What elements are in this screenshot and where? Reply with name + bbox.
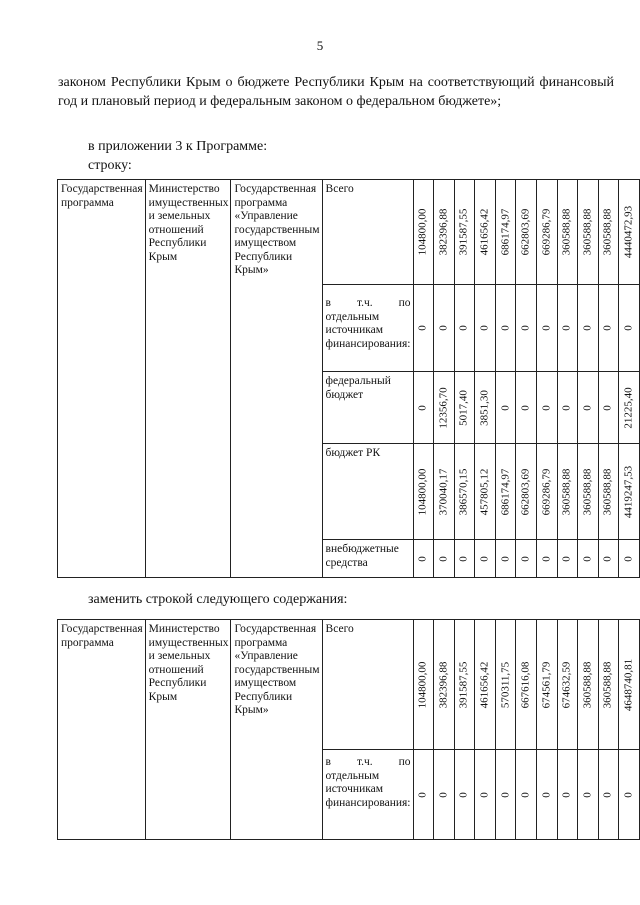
table-row: [58, 620, 640, 750]
value-cell: 104800,00: [413, 444, 434, 540]
value-cell: 3851,30: [475, 372, 496, 444]
appendix-line: в приложении 3 к Программе:: [88, 139, 268, 154]
value-cell: 391587,55: [454, 620, 475, 750]
value-cell: 0: [495, 750, 516, 840]
value-cell: 0: [516, 285, 537, 372]
value-cell: 360588,88: [598, 444, 619, 540]
value-cell: 0: [454, 540, 475, 578]
value-cell: 0: [516, 372, 537, 444]
program-name-cell: Государственная программа «Управление государственным имуществом Республики Крым»: [231, 180, 322, 578]
value-cell: 0: [454, 285, 475, 372]
value-cell: 0: [475, 285, 496, 372]
value-cell: 667616,08: [516, 620, 537, 750]
value-cell: 360588,88: [598, 620, 619, 750]
value-cell: 370040,17: [434, 444, 455, 540]
value-cell: 0: [434, 285, 455, 372]
value-cell: 0: [578, 750, 599, 840]
source-label-incl: в т.ч. по отдельным источникам финансирования:: [322, 285, 413, 372]
executor-cell: Министерство имущественных и земельных отношений Республики Крым: [145, 180, 231, 578]
old-row-table: [57, 179, 640, 578]
value-cell: 0: [536, 540, 557, 578]
value-cell: 0: [578, 285, 599, 372]
value-cell: 0: [413, 285, 434, 372]
source-label-total: Всего: [322, 620, 413, 750]
value-cell: 669286,79: [536, 180, 557, 285]
source-label-total: Всего: [322, 180, 413, 285]
value-cell: 0: [578, 540, 599, 578]
value-cell: 360588,88: [557, 444, 578, 540]
value-cell: 674561,79: [536, 620, 557, 750]
value-cell: 0: [434, 750, 455, 840]
value-cell: 0: [454, 750, 475, 840]
value-cell: 0: [619, 750, 640, 840]
value-cell: 0: [557, 750, 578, 840]
value-cell: 0: [495, 285, 516, 372]
value-cell: 21225,40: [619, 372, 640, 444]
source-label-extra: внебюджетные средства: [322, 540, 413, 578]
value-cell: 0: [495, 372, 516, 444]
source-label-federal: федеральный бюджет: [322, 372, 413, 444]
value-cell: 0: [475, 750, 496, 840]
value-cell: 5017,40: [454, 372, 475, 444]
value-cell: 0: [475, 540, 496, 578]
value-cell: 4648740,81: [619, 620, 640, 750]
value-cell: 662803,69: [516, 180, 537, 285]
executor-cell: Министерство имущественных и земельных отношений Республики Крым: [145, 620, 231, 840]
value-cell: 461656,42: [475, 180, 496, 285]
page-number: 5: [316, 38, 324, 53]
table-row: [58, 180, 640, 285]
value-cell: 104800,00: [413, 620, 434, 750]
value-cell: 382396,88: [434, 180, 455, 285]
program-name-cell: Государственная программа «Управление государственным имуществом Республики Крым»: [231, 620, 322, 840]
value-cell: 0: [557, 372, 578, 444]
value-cell: 686174,97: [495, 444, 516, 540]
value-cell: 461656,42: [475, 620, 496, 750]
value-cell: 4440472,93: [619, 180, 640, 285]
value-cell: 104800,00: [413, 180, 434, 285]
value-cell: 360588,88: [578, 180, 599, 285]
new-row-table: [57, 619, 640, 840]
value-cell: 4419247,53: [619, 444, 640, 540]
value-cell: 360588,88: [557, 180, 578, 285]
value-cell: 0: [536, 750, 557, 840]
value-cell: 360588,88: [598, 180, 619, 285]
value-cell: 0: [619, 285, 640, 372]
value-cell: 360588,88: [578, 444, 599, 540]
value-cell: 0: [413, 540, 434, 578]
value-cell: 0: [557, 540, 578, 578]
source-label-rk: бюджет РК: [322, 444, 413, 540]
value-cell: 0: [495, 540, 516, 578]
value-cell: 0: [413, 750, 434, 840]
value-cell: 391587,55: [454, 180, 475, 285]
value-cell: 0: [578, 372, 599, 444]
replace-line: заменить строкой следующего содержания:: [88, 592, 348, 607]
value-cell: 674632,59: [557, 620, 578, 750]
intro-paragraph: законом Республики Крым о бюджете Республики Крым на соответствующий финансовый год и плановый период и федеральным законом о федеральном бюджете»;: [58, 75, 614, 109]
row-label: строку:: [88, 158, 132, 173]
value-cell: 0: [598, 285, 619, 372]
value-cell: 0: [413, 372, 434, 444]
status-cell: Государственная программа: [58, 180, 146, 578]
value-cell: 0: [557, 285, 578, 372]
value-cell: 570311,75: [495, 620, 516, 750]
value-cell: 686174,97: [495, 180, 516, 285]
value-cell: 382396,88: [434, 620, 455, 750]
value-cell: 0: [536, 372, 557, 444]
status-cell: Государственная программа: [58, 620, 146, 840]
value-cell: 0: [434, 540, 455, 578]
value-cell: 0: [598, 540, 619, 578]
value-cell: 0: [619, 540, 640, 578]
value-cell: 0: [598, 372, 619, 444]
value-cell: 0: [598, 750, 619, 840]
value-cell: 360588,88: [578, 620, 599, 750]
value-cell: 0: [536, 285, 557, 372]
value-cell: 0: [516, 750, 537, 840]
value-cell: 12356,70: [434, 372, 455, 444]
value-cell: 662803,69: [516, 444, 537, 540]
value-cell: 669286,79: [536, 444, 557, 540]
value-cell: 386570,15: [454, 444, 475, 540]
value-cell: 0: [516, 540, 537, 578]
value-cell: 457805,12: [475, 444, 496, 540]
source-label-incl: в т.ч. по отдельным источникам финансирования:: [322, 750, 413, 840]
